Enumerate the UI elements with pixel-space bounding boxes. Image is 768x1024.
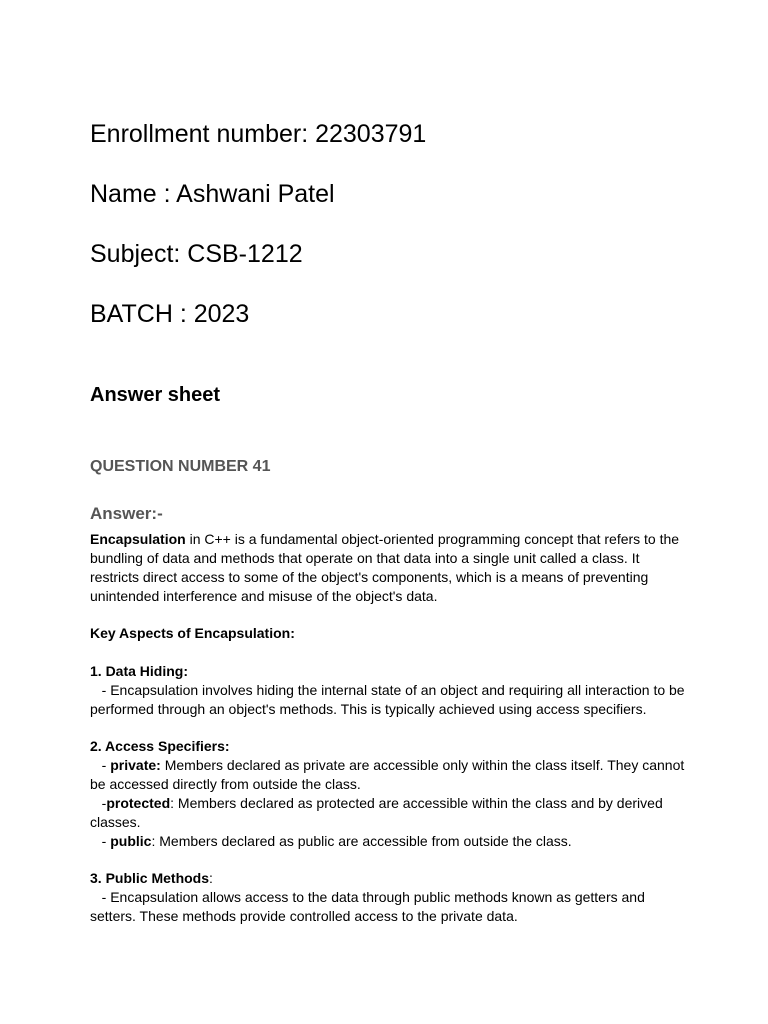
public-line-1: - public: Members declared as public are accessible from outside the class. xyxy=(90,833,572,849)
public-methods-section xyxy=(90,869,690,926)
intro-paragraph xyxy=(90,530,690,606)
intro-line-2: bundling of data and methods that operate on that data into a single unit called a class. It xyxy=(90,550,640,566)
protected-line-2: classes. xyxy=(90,814,141,830)
public-methods-line-1: - Encapsulation allows access to the data through public methods known as getters and xyxy=(90,889,645,905)
enrollment-number: Enrollment number: 22303791 xyxy=(90,120,427,148)
answer-sheet-title: Answer sheet xyxy=(90,384,221,406)
protected-term: protected xyxy=(106,795,171,811)
subject: Subject: CSB-1212 xyxy=(90,240,303,268)
public-methods-heading: 3. Public Methods: xyxy=(90,870,213,886)
answer-label: Answer:- xyxy=(90,504,163,523)
data-hiding-heading: 1. Data Hiding: xyxy=(90,663,189,679)
intro-line-3: restricts direct access to some of the object's components, which is a means of preventing xyxy=(90,569,649,585)
access-specifiers-section xyxy=(90,737,690,851)
intro-line-1: Encapsulation in C++ is a fundamental object-oriented programming concept that refers to the xyxy=(90,531,680,547)
private-line-1: - private: Members declared as private are accessible only within the class itself. They cannot xyxy=(90,757,685,773)
intro-line-4: unintended interference and misuse of the object's data. xyxy=(90,588,438,604)
public-term: public xyxy=(110,833,152,849)
student-name: Name : Ashwani Patel xyxy=(90,180,335,208)
data-hiding-section xyxy=(90,662,690,719)
intro-term: Encapsulation xyxy=(90,531,186,547)
question-number: QUESTION NUMBER 41 xyxy=(90,458,271,475)
data-hiding-line-2: performed through an object's methods. This is typically achieved using access specifiers. xyxy=(90,701,647,717)
protected-line-1: -protected: Members declared as protected are accessible within the class and by derived xyxy=(90,795,663,811)
private-term: private: xyxy=(110,757,161,773)
data-hiding-line-1: - Encapsulation involves hiding the internal state of an object and requiring all interaction to be xyxy=(90,682,685,698)
access-specifiers-heading: 2. Access Specifiers: xyxy=(90,738,230,754)
private-line-2: be accessed directly from outside the class. xyxy=(90,776,361,792)
batch: BATCH : 2023 xyxy=(90,300,250,328)
key-aspects-heading: Key Aspects of Encapsulation: xyxy=(90,625,295,641)
public-methods-line-2: setters. These methods provide controlled access to the private data. xyxy=(90,908,518,924)
